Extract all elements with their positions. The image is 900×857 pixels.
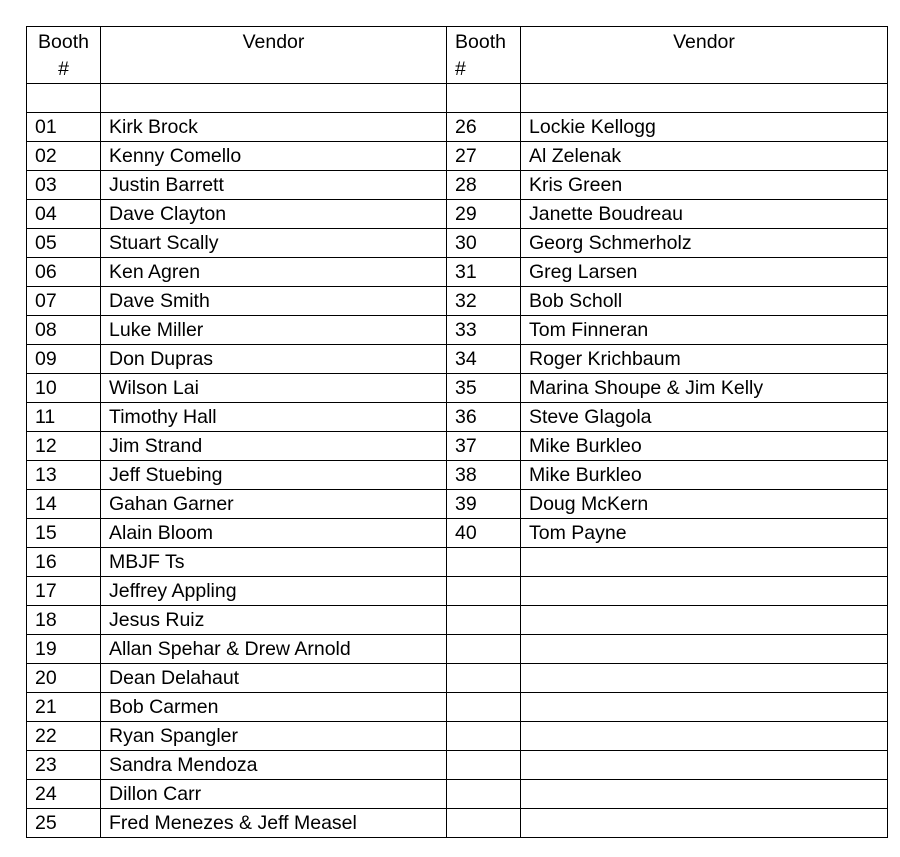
- booth-number-cell: 23: [27, 751, 101, 780]
- table-row: [27, 548, 888, 577]
- vendor-name-cell: Dave Smith: [101, 287, 447, 316]
- vendor-name-cell: Dillon Carr: [101, 780, 447, 809]
- vendor-name-cell: Ryan Spangler: [101, 722, 447, 751]
- booth-number-cell: 04: [27, 200, 101, 229]
- booth-number-cell: 18: [27, 606, 101, 635]
- table-row: [27, 490, 888, 519]
- booth-number-cell: 06: [27, 258, 101, 287]
- vendor-name-cell: Kenny Comello: [101, 142, 447, 171]
- table-row: [27, 113, 888, 142]
- booth-number-cell: 02: [27, 142, 101, 171]
- vendor-name-cell: Justin Barrett: [101, 171, 447, 200]
- vendor-name-cell: Gahan Garner: [101, 490, 447, 519]
- booth-number-cell: 10: [27, 374, 101, 403]
- table-row: [27, 809, 888, 838]
- table-row: [27, 229, 888, 258]
- table-row: [27, 519, 888, 548]
- empty-cell: [447, 780, 521, 809]
- vendor-name-cell: Timothy Hall: [101, 403, 447, 432]
- booth-number-cell: 28: [447, 171, 521, 200]
- booth-number-cell: 27: [447, 142, 521, 171]
- table-row: [27, 432, 888, 461]
- table-row: [27, 258, 888, 287]
- empty-cell: [447, 84, 521, 113]
- booth-number-cell: 29: [447, 200, 521, 229]
- vendor-name-cell: MBJF Ts: [101, 548, 447, 577]
- empty-cell: [521, 635, 888, 664]
- vendor-name-cell: Luke Miller: [101, 316, 447, 345]
- empty-cell: [447, 635, 521, 664]
- empty-cell: [521, 780, 888, 809]
- vendor-name-cell: Steve Glagola: [521, 403, 888, 432]
- booth-number-cell: 35: [447, 374, 521, 403]
- booth-number-cell: 11: [27, 403, 101, 432]
- table-row: [27, 751, 888, 780]
- booth-number-cell: 21: [27, 693, 101, 722]
- booth-header-right: Booth #: [447, 27, 521, 84]
- vendor-name-cell: Allan Spehar & Drew Arnold: [101, 635, 447, 664]
- vendor-name-cell: Bob Scholl: [521, 287, 888, 316]
- empty-cell: [521, 722, 888, 751]
- booth-number-cell: 37: [447, 432, 521, 461]
- booth-number-cell: 16: [27, 548, 101, 577]
- vendor-name-cell: Janette Boudreau: [521, 200, 888, 229]
- vendor-name-cell: Tom Payne: [521, 519, 888, 548]
- vendor-name-cell: Dean Delahaut: [101, 664, 447, 693]
- empty-cell: [447, 606, 521, 635]
- vendor-name-cell: Tom Finneran: [521, 316, 888, 345]
- booth-number-cell: 32: [447, 287, 521, 316]
- vendor-name-cell: Kirk Brock: [101, 113, 447, 142]
- booth-number-cell: 01: [27, 113, 101, 142]
- booth-number-cell: 33: [447, 316, 521, 345]
- empty-cell: [521, 548, 888, 577]
- vendor-name-cell: Mike Burkleo: [521, 461, 888, 490]
- empty-cell: [447, 751, 521, 780]
- table-row: [27, 693, 888, 722]
- empty-cell: [101, 84, 447, 113]
- table-row: [27, 200, 888, 229]
- vendor-name-cell: Sandra Mendoza: [101, 751, 447, 780]
- booth-number-cell: 05: [27, 229, 101, 258]
- vendor-name-cell: Kris Green: [521, 171, 888, 200]
- empty-cell: [27, 84, 101, 113]
- booth-number-cell: 22: [27, 722, 101, 751]
- booth-number-cell: 07: [27, 287, 101, 316]
- empty-cell: [521, 664, 888, 693]
- table-row: [27, 345, 888, 374]
- table-row: [27, 461, 888, 490]
- table-row: [27, 664, 888, 693]
- booth-number-cell: 12: [27, 432, 101, 461]
- vendor-header-right: Vendor: [521, 27, 888, 84]
- vendor-name-cell: Bob Carmen: [101, 693, 447, 722]
- empty-cell: [447, 664, 521, 693]
- empty-cell: [521, 606, 888, 635]
- vendor-header-left: Vendor: [101, 27, 447, 84]
- booth-number-cell: 39: [447, 490, 521, 519]
- table-row: [27, 577, 888, 606]
- booth-number-cell: 13: [27, 461, 101, 490]
- vendor-name-cell: Don Dupras: [101, 345, 447, 374]
- empty-cell: [447, 722, 521, 751]
- empty-cell: [447, 693, 521, 722]
- table-row: [27, 171, 888, 200]
- table-row: [27, 403, 888, 432]
- table-row: [27, 722, 888, 751]
- vendor-name-cell: Mike Burkleo: [521, 432, 888, 461]
- vendor-name-cell: Alain Bloom: [101, 519, 447, 548]
- vendor-name-cell: Georg Schmerholz: [521, 229, 888, 258]
- booth-number-cell: 24: [27, 780, 101, 809]
- booth-number-cell: 26: [447, 113, 521, 142]
- booth-number-cell: 15: [27, 519, 101, 548]
- booth-number-cell: 25: [27, 809, 101, 838]
- empty-cell: [521, 577, 888, 606]
- booth-number-cell: 31: [447, 258, 521, 287]
- empty-cell: [447, 548, 521, 577]
- table-row: [27, 780, 888, 809]
- booth-number-cell: 30: [447, 229, 521, 258]
- vendor-name-cell: Ken Agren: [101, 258, 447, 287]
- booth-number-cell: 09: [27, 345, 101, 374]
- vendor-name-cell: Lockie Kellogg: [521, 113, 888, 142]
- table-row: [27, 287, 888, 316]
- table-row: [27, 374, 888, 403]
- empty-cell: [521, 693, 888, 722]
- vendor-name-cell: Jeffrey Appling: [101, 577, 447, 606]
- vendor-booth-table: [26, 26, 888, 838]
- empty-cell: [521, 84, 888, 113]
- empty-cell: [447, 809, 521, 838]
- booth-number-cell: 36: [447, 403, 521, 432]
- table-row: [27, 606, 888, 635]
- vendor-name-cell: Jeff Stuebing: [101, 461, 447, 490]
- booth-number-cell: 20: [27, 664, 101, 693]
- booth-number-cell: 17: [27, 577, 101, 606]
- table-row: [27, 142, 888, 171]
- booth-header-left: Booth #: [27, 27, 101, 84]
- spacer-row: [27, 84, 888, 113]
- header-row: [27, 27, 888, 84]
- booth-number-cell: 03: [27, 171, 101, 200]
- booth-number-cell: 40: [447, 519, 521, 548]
- vendor-name-cell: Jesus Ruiz: [101, 606, 447, 635]
- booth-number-cell: 38: [447, 461, 521, 490]
- empty-cell: [447, 577, 521, 606]
- booth-number-cell: 08: [27, 316, 101, 345]
- vendor-name-cell: Marina Shoupe & Jim Kelly: [521, 374, 888, 403]
- booth-number-cell: 19: [27, 635, 101, 664]
- vendor-name-cell: Greg Larsen: [521, 258, 888, 287]
- empty-cell: [521, 809, 888, 838]
- vendor-name-cell: Jim Strand: [101, 432, 447, 461]
- table-row: [27, 635, 888, 664]
- vendor-name-cell: Roger Krichbaum: [521, 345, 888, 374]
- vendor-name-cell: Wilson Lai: [101, 374, 447, 403]
- vendor-name-cell: Dave Clayton: [101, 200, 447, 229]
- vendor-name-cell: Stuart Scally: [101, 229, 447, 258]
- table-body: [27, 84, 888, 838]
- booth-number-cell: 34: [447, 345, 521, 374]
- table-row: [27, 316, 888, 345]
- booth-number-cell: 14: [27, 490, 101, 519]
- empty-cell: [521, 751, 888, 780]
- vendor-name-cell: Fred Menezes & Jeff Measel: [101, 809, 447, 838]
- vendor-name-cell: Doug McKern: [521, 490, 888, 519]
- vendor-name-cell: Al Zelenak: [521, 142, 888, 171]
